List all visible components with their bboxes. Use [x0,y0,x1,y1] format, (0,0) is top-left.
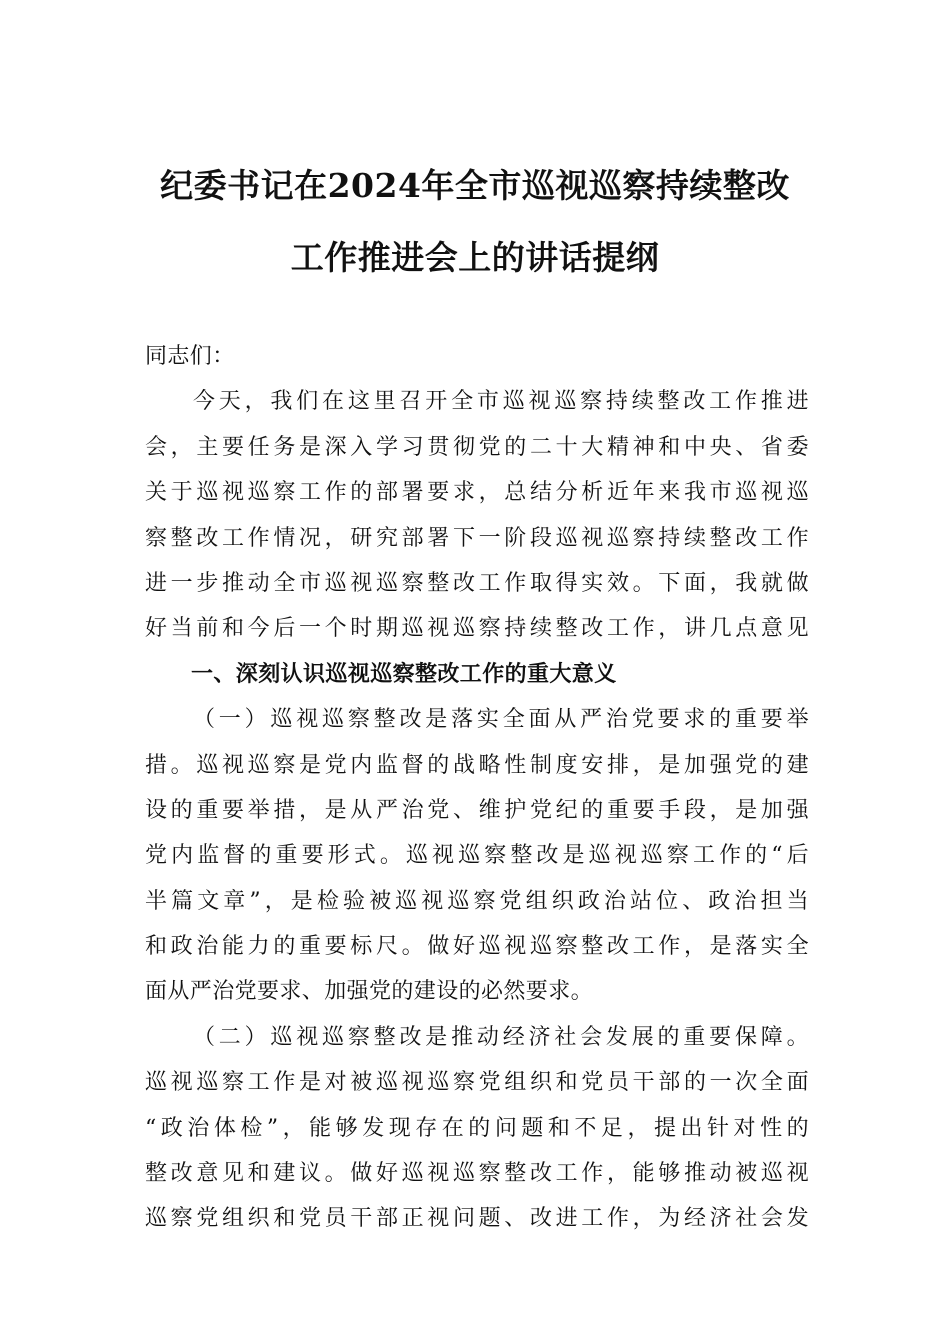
section-1-heading: 一、深刻认识巡视巡察整改工作的重大意义 [191,660,617,687]
sub-2-line-2: 巡视巡察工作是对被巡视巡察党组织和党员干部的一次全面 [145,1070,809,1096]
sub-2-line-3: “政治体检”，能够发现存在的问题和不足，提出针对性的 [145,1115,809,1141]
sub-1-line-1: （一）巡视巡察整改是落实全面从严治党要求的重要举 [193,707,809,733]
sub-1-line-3: 设的重要举措，是从严治党、维护党纪的重要手段，是加强 [145,797,809,823]
sub-1-line-7: 面从严治党要求、加强党的建设的必然要求。 [145,979,594,1005]
title-line-1: 纪委书记在2024年全市巡视巡察持续整改 [160,166,790,205]
intro-line-4: 察整改工作情况，研究部署下一阶段巡视巡察持续整改工作 [145,525,809,551]
sub-1-line-5: 半篇文章”，是检验被巡视巡察党组织政治站位、政治担当 [145,888,809,914]
intro-line-3: 关于巡视巡察工作的部署要求，总结分析近年来我市巡视巡 [145,480,809,506]
document-title [100,150,850,294]
sub-1-line-2: 措。巡视巡察是党内监督的战略性制度安排，是加强党的建 [145,752,809,778]
intro-line-2: 会，主要任务是深入学习贯彻党的二十大精神和中央、省委 [145,434,809,460]
title-line-2: 工作推进会上的讲话提纲 [290,238,660,277]
sub-2-line-4: 整改意见和建议。做好巡视巡察整改工作，能够推动被巡视 [145,1161,809,1187]
sub-1-line-4: 党内监督的重要形式。巡视巡察整改是巡视巡察工作的“后 [145,843,809,869]
intro-line-5: 进一步推动全市巡视巡察整改工作取得实效。下面，我就做 [145,570,809,596]
sub-2-line-5: 巡察党组织和党员干部正视问题、改进工作，为经济社会发 [145,1206,809,1232]
sub-1-line-6: 和政治能力的重要标尺。做好巡视巡察整改工作，是落实全 [145,934,809,960]
intro-line-1: 今天，我们在这里召开全市巡视巡察持续整改工作推进 [193,389,809,415]
sub-2-line-1: （二）巡视巡察整改是推动经济社会发展的重要保障。 [193,1024,809,1050]
document-body [145,334,809,1242]
intro-line-6: 好当前和今后一个时期巡视巡察持续整改工作，讲几点意见 [145,616,809,642]
salutation: 同志们： [145,344,235,369]
